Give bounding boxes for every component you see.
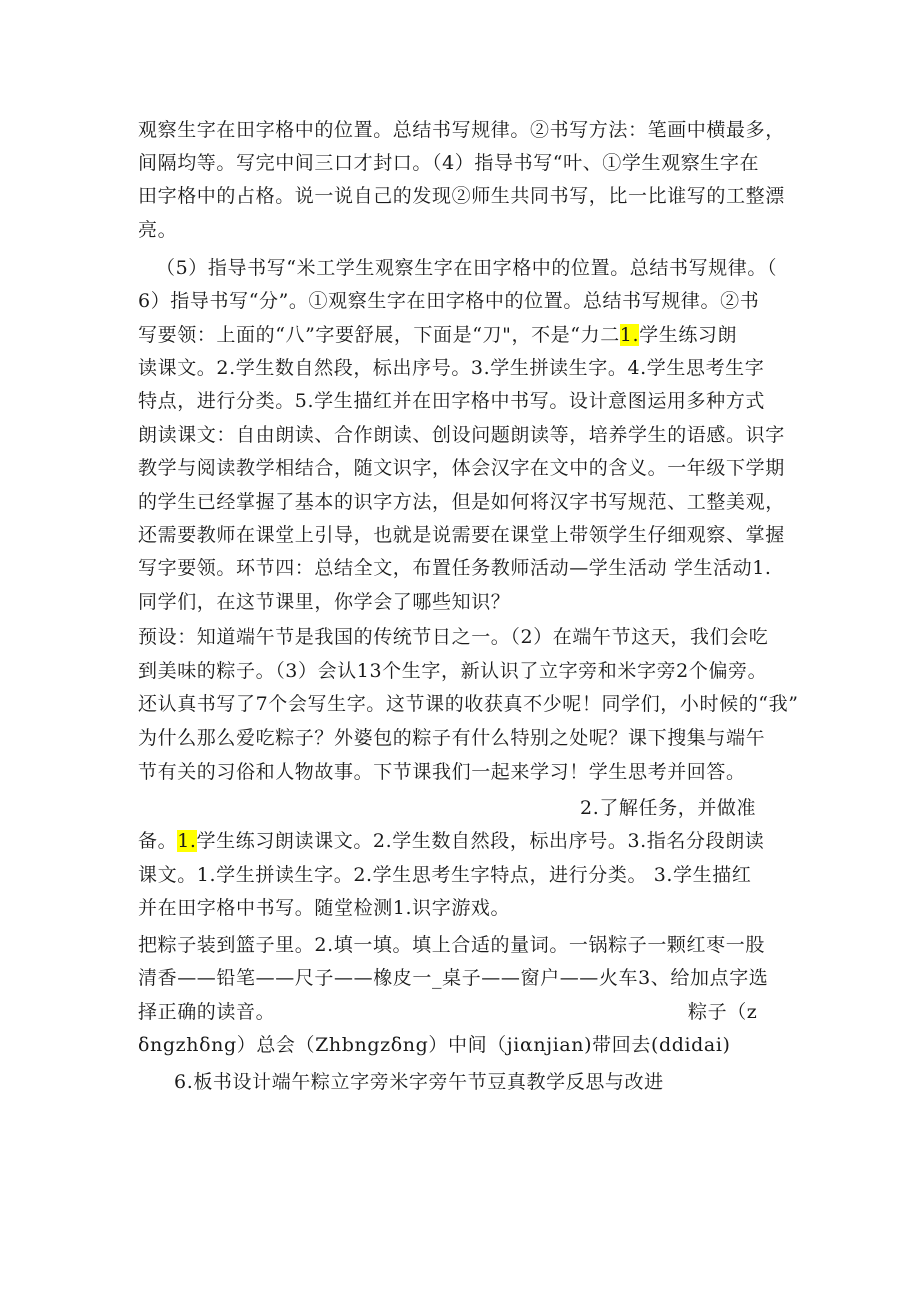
text-line: 还认真书写了7个会写生字。这节课的收获真不少呢！同学们，小时候的“我” [138, 693, 799, 715]
text-line: （5）指导书写“米工学生观察生字在田字格中的位置。总结书写规律。（ [156, 257, 778, 279]
text-line: 并在田字格中书写。随堂检测1.识字游戏。 [138, 897, 511, 919]
text-line: 2.了解任务，并做准 [580, 797, 757, 819]
text-line [138, 323, 737, 347]
text-line: 教学与阅读教学相结合，随文识字，体会汉字在文中的含义。一年级下学期 [138, 457, 785, 479]
text-line: 朗读课文：自由朗读、合作朗读、创设问题朗读等，培养学生的语感。识字 [138, 424, 785, 446]
text-line: 清香——铅笔——尺子——橡皮一_桌子——窗户——火车3、给加点字选 [138, 967, 769, 989]
text-line: 把粽子装到篮子里。2.填一填。填上合适的量词。一锅粽子一颗红枣一股 [138, 934, 765, 956]
text-line: 预设：知道端午节是我国的传统节日之一。（2）在端午节这天，我们会吃 [138, 626, 769, 648]
text-span: 学生练习朗 [639, 324, 738, 346]
highlighted-number: 1. [619, 324, 640, 346]
text-line: 课文。1.学生拼读生字。2.学生思考生字特点，进行分类。 3.学生描红 [138, 864, 752, 886]
text-line: 写字要领。环节四：总结全文，布置任务教师活动—学生活动 学生活动1. [138, 557, 772, 579]
text-span: 备。 [138, 830, 178, 852]
text-line: 特点，进行分类。5.学生描红并在田字格中书写。设计意图运用多种方式 [138, 390, 765, 412]
text-line: 到美味的粽子。（3）会认13个生字，新认识了立字旁和米字旁2个偏旁。 [138, 660, 768, 682]
text-line: 同学们，在这节课里，你学会了哪些知识？ [138, 591, 511, 613]
text-line [138, 829, 764, 853]
text-line: 间隔均等。写完中间三口才封口。（4）指导书写“叶、①学生观察生字在 [138, 152, 760, 174]
text-line: 节有关的习俗和人物故事。下节课我们一起来学习！学生思考并回答。 [138, 761, 746, 783]
text-span: 写要领：上面的“八”字要舒展，下面是“刀"，不是“力二 [138, 324, 620, 346]
text-line: 读课文。2.学生数自然段，标出序号。3.学生拼读生字。4.学生思考生字 [138, 357, 765, 379]
text-line: 6.板书设计端午粽立字旁米字旁午节豆真教学反思与改进 [174, 1071, 664, 1093]
text-line: 观察生字在田字格中的位置。总结书写规律。②书写方法：笔画中横最多， [138, 119, 785, 141]
text-line: 择正确的读音。 [138, 1001, 276, 1023]
text-line: 的学生已经掌握了基本的识字方法，但是如何将汉字书写规范、工整美观， [138, 491, 785, 513]
text-line: 田字格中的占格。说一说自己的发现②师生共同书写，比一比谁写的工整漂 [138, 185, 785, 207]
text-line: 粽子（z [688, 1001, 758, 1023]
text-line: δngzhδng）总会（Zhbngzδng）中间（jiαnjian)带回去(ddidai) [138, 1034, 731, 1056]
text-span: 学生练习朗读课文。2.学生数自然段，标出序号。3.指名分段朗读 [196, 830, 765, 852]
text-line: 6）指导书写“分”。①观察生字在田字格中的位置。总结书写规律。②书 [138, 290, 760, 312]
text-line: 还需要教师在课堂上引导，也就是说需要在课堂上带领学生仔细观察、掌握 [138, 524, 785, 546]
text-line: 亮。 [138, 219, 178, 241]
highlighted-number: 1. [177, 830, 197, 852]
text-line: 为什么那么爱吃粽子？外婆包的粽子有什么特别之处呢？课下搜集与端午 [138, 727, 766, 749]
